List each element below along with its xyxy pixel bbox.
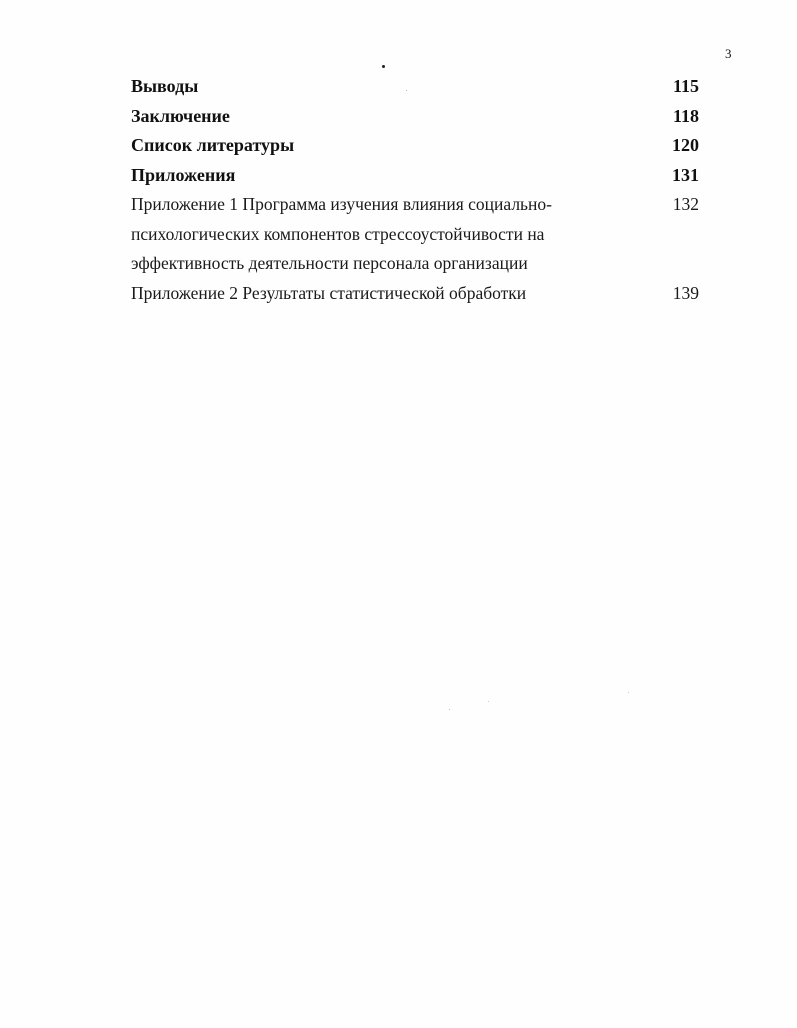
toc-entry-page: 139 xyxy=(672,282,699,303)
toc-entry-page: 120 xyxy=(672,135,699,155)
toc-entry-title: Приложения xyxy=(131,164,236,185)
toc-entry-appendices[interactable] xyxy=(131,161,699,191)
scan-speck xyxy=(488,701,489,702)
toc-entry-page: 131 xyxy=(672,164,699,185)
toc-entry-title: Список литературы xyxy=(131,135,295,155)
toc-entry-title: Приложение 2 Результаты статистической обработки xyxy=(131,282,527,303)
toc-entry-appendix-2[interactable] xyxy=(131,279,699,309)
toc-entry-references[interactable] xyxy=(131,131,699,161)
toc-entry-appendix-1-continued xyxy=(131,249,699,279)
toc-entry-conclusions[interactable] xyxy=(131,72,699,102)
toc-entry-page: 115 xyxy=(672,76,699,96)
toc-entry-title: Заключение xyxy=(131,105,230,126)
page-number: 3 xyxy=(725,46,732,61)
toc-entry-page: 118 xyxy=(672,105,699,126)
scan-speck xyxy=(382,65,385,68)
toc-entry-title: эффективность деятельности персонала организации xyxy=(131,253,528,273)
toc-entry-title: Выводы xyxy=(131,76,199,96)
toc-entry-appendix-1-continued xyxy=(131,220,699,250)
toc-entry-title: Приложение 1 Программа изучения влияния социально- xyxy=(131,194,552,214)
scan-speck xyxy=(449,709,450,710)
toc-entry-page: 132 xyxy=(672,194,699,214)
table-of-contents xyxy=(131,72,699,308)
toc-entry-final-conclusion[interactable] xyxy=(131,102,699,132)
toc-entry-appendix-1[interactable] xyxy=(131,190,699,220)
scan-speck xyxy=(628,692,629,693)
toc-entry-title: психологических компонентов стрессоустойчивости на xyxy=(131,223,545,244)
